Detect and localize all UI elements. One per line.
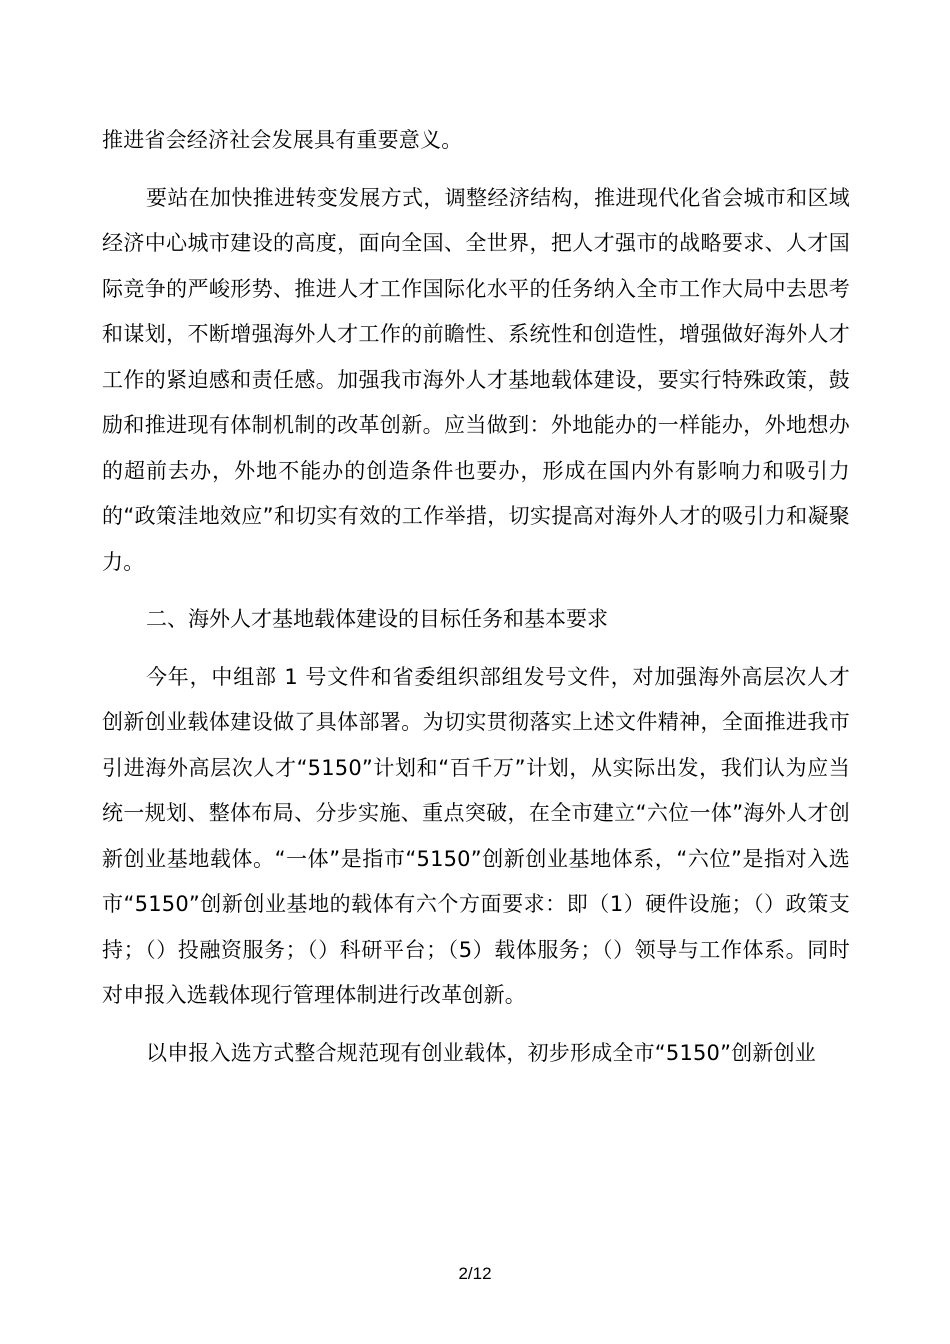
page-number: 2/12: [458, 1264, 492, 1283]
document-body: [102, 118, 850, 1076]
paragraph-continuation: 推进省会经济社会发展具有重要意义。: [102, 128, 463, 152]
paragraph-development-requirements: 要站在加快推进转变发展方式，调整经济结构，推进现代化省会城市和区域经济中心城市建设的高度，面向全国、全世界，把人才强市的战略要求、人才国际竞争的严峻形势、推进人才工作国际化水平的任务纳入全市工作大局中去思考和谋划，不断增强海外人才工作的前瞻性、系统性和创造性，增强做好海外人才工作的紧迫感和责任感。加强我市海外人才基地载体建设，要实行特殊政策，鼓励和推进现有体制机制的改革创新。应当做到：外地能办的一样能办，外地想办的超前去办，外地不能办的创造条件也要办，形成在国内外有影响力和吸引力的“政策洼地效应”和切实有效的工作举措，切实提高对海外人才的吸引力和凝聚力。: [102, 185, 850, 574]
paragraph-integration: 以申报入选方式整合规范现有创业载体，初步形成全市“5150”创新创业: [146, 1040, 816, 1065]
section-heading-2: 二、海外人才基地载体建设的目标任务和基本要求: [146, 607, 608, 631]
paragraph-six-in-one: 今年，中组部 1 号文件和省委组织部组发号文件，对加强海外高层次人才创新创业载体建设做了具体部署。为切实贯彻落实上述文件精神，全面推进我市引进海外高层次人才“5150”计划和“百千万”计划，从实际出发，我们认为应当统一规划、整体布局、分步实施、重点突破，在全市建立“六位一体”海外人才创新创业基地载体。“一体”是指市“5150”创新创业基地体系，“六位”是指对入选市“5150”创新创业基地的载体有六个方面要求：即（1）硬件设施；（）政策支持；（）投融资服务；（）科研平台；（5）载体服务；（）领导与工作体系。同时对申报入选载体现行管理体制进行改革创新。: [102, 664, 850, 1007]
